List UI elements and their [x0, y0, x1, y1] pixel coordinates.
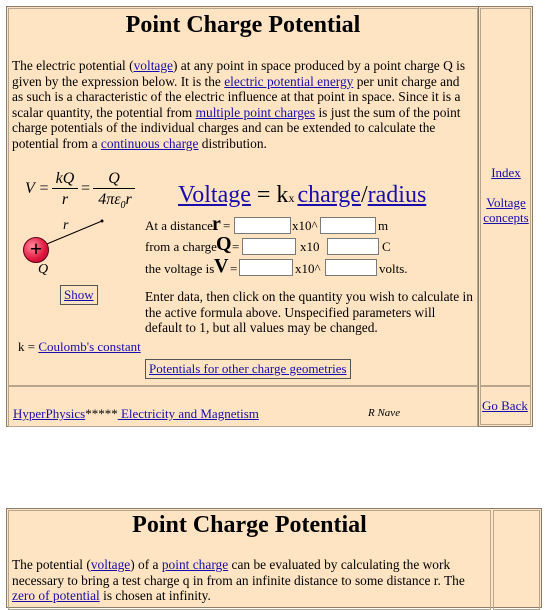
- voltage-concepts-link[interactable]: Voltage concepts: [483, 195, 529, 225]
- field-point: [101, 220, 104, 223]
- formula-lhs: V =: [25, 180, 50, 197]
- multiple-point-charges-link[interactable]: multiple point charges: [195, 104, 316, 120]
- voltage-exponent-input[interactable]: [325, 259, 377, 276]
- formula-num2: Q: [108, 170, 120, 187]
- formula-fracline1: [52, 188, 78, 189]
- coulomb-line: k = Coulomb's constant: [18, 339, 141, 354]
- row-charge-unit: C: [382, 239, 391, 254]
- calc-voltage-link[interactable]: Voltage: [178, 182, 251, 208]
- row-voltage-unit: volts.: [379, 261, 408, 276]
- go-back-link[interactable]: Go Back: [482, 398, 528, 413]
- formula-den2: $4\pi\varepsilon_0r$: [98, 191, 132, 212]
- footer-nav: HyperPhysics***** Electricity and Magnetism: [13, 406, 259, 421]
- electric-potential-energy-link[interactable]: electric potential energy: [224, 73, 354, 89]
- row-distance-symbol[interactable]: r: [212, 213, 221, 235]
- second-side-cell: [493, 510, 540, 610]
- calc-charge-link[interactable]: charge: [297, 182, 361, 208]
- point-charge-link[interactable]: point charge: [161, 557, 229, 572]
- charge-mantissa-input[interactable]: [242, 238, 296, 255]
- electricity-magnetism-link[interactable]: Electricity and Magnetism: [117, 406, 259, 421]
- voltage-link[interactable]: voltage: [133, 58, 173, 73]
- other-geometries-button[interactable]: Potentials for other charge geometries: [145, 359, 351, 379]
- zero-of-potential-link[interactable]: zero of potential: [12, 588, 100, 603]
- row-charge-x10: x10: [300, 239, 320, 254]
- calc-formula-header: Voltage = kx charge/radius: [178, 182, 427, 208]
- formula-den1: r: [61, 191, 69, 208]
- show-button[interactable]: Show: [60, 285, 98, 305]
- point-charge-icon: +: [23, 237, 49, 263]
- calc-instructions: Enter data, then click on the quantity you wish to calculate in the active formula above. Unspecified parameters will default to 1, but all values may be changed.: [145, 289, 473, 335]
- row-charge-label: from a charge: [145, 239, 217, 254]
- index-link[interactable]: Index: [491, 165, 521, 180]
- diagram-q-label: Q: [38, 262, 49, 277]
- coulombs-constant-link[interactable]: Coulomb's constant: [38, 339, 141, 354]
- formula-fracline2: [93, 188, 135, 189]
- intro-paragraph: The electric potential (voltage) at any point in space produced by a point charge Q is given by the expression below. It is the electric potential energy per unit charge and as such is a characteristic of the electric influence at that point in space. Since it is a scalar quantity, the potential from multiple point charges is just the sum of the point charge potentials of the individual charges and can be extended to calculate the potential from a continuous charge distribution.: [12, 58, 466, 151]
- formula-eq: =: [80, 180, 91, 197]
- row-voltage-label: the voltage is: [145, 261, 215, 276]
- distance-mantissa-input[interactable]: [234, 217, 291, 234]
- row-distance-x10: x10^: [292, 218, 318, 233]
- second-voltage-link[interactable]: voltage: [90, 557, 131, 572]
- calc-radius-link[interactable]: radius: [367, 182, 427, 208]
- second-page-title: Point Charge Potential: [132, 512, 367, 538]
- distance-line: [42, 221, 102, 246]
- row-distance-eq: =: [223, 218, 231, 233]
- author-credit: R Nave: [368, 407, 401, 419]
- charge-exponent-input[interactable]: [327, 238, 379, 255]
- row-voltage-eq: =: [230, 261, 238, 276]
- row-distance-unit: m: [378, 218, 389, 233]
- page-title: Point Charge Potential: [125, 12, 361, 38]
- voltage-mantissa-input[interactable]: [239, 259, 293, 276]
- second-paragraph: The potential (voltage) of a point charge can be evaluated by calculating the work necessary to bring a test charge q in from an infinite distance to some distance r. The zero of potential is chosen at infinity.: [12, 557, 465, 603]
- continuous-charge-link[interactable]: continuous charge: [100, 135, 199, 151]
- distance-exponent-input[interactable]: [320, 217, 376, 234]
- formula-num1: kQ: [55, 170, 75, 187]
- hyperphysics-link[interactable]: HyperPhysics: [13, 406, 86, 421]
- row-voltage-symbol[interactable]: V: [214, 255, 229, 277]
- side-links: [482, 165, 530, 225]
- row-voltage-x10: x10^: [295, 261, 321, 276]
- row-distance-label: At a distance: [145, 218, 213, 233]
- row-charge-symbol[interactable]: Q: [216, 233, 232, 255]
- go-back-footer: [482, 398, 528, 414]
- diagram-r-label: r: [63, 218, 69, 233]
- row-charge-eq: =: [232, 239, 240, 254]
